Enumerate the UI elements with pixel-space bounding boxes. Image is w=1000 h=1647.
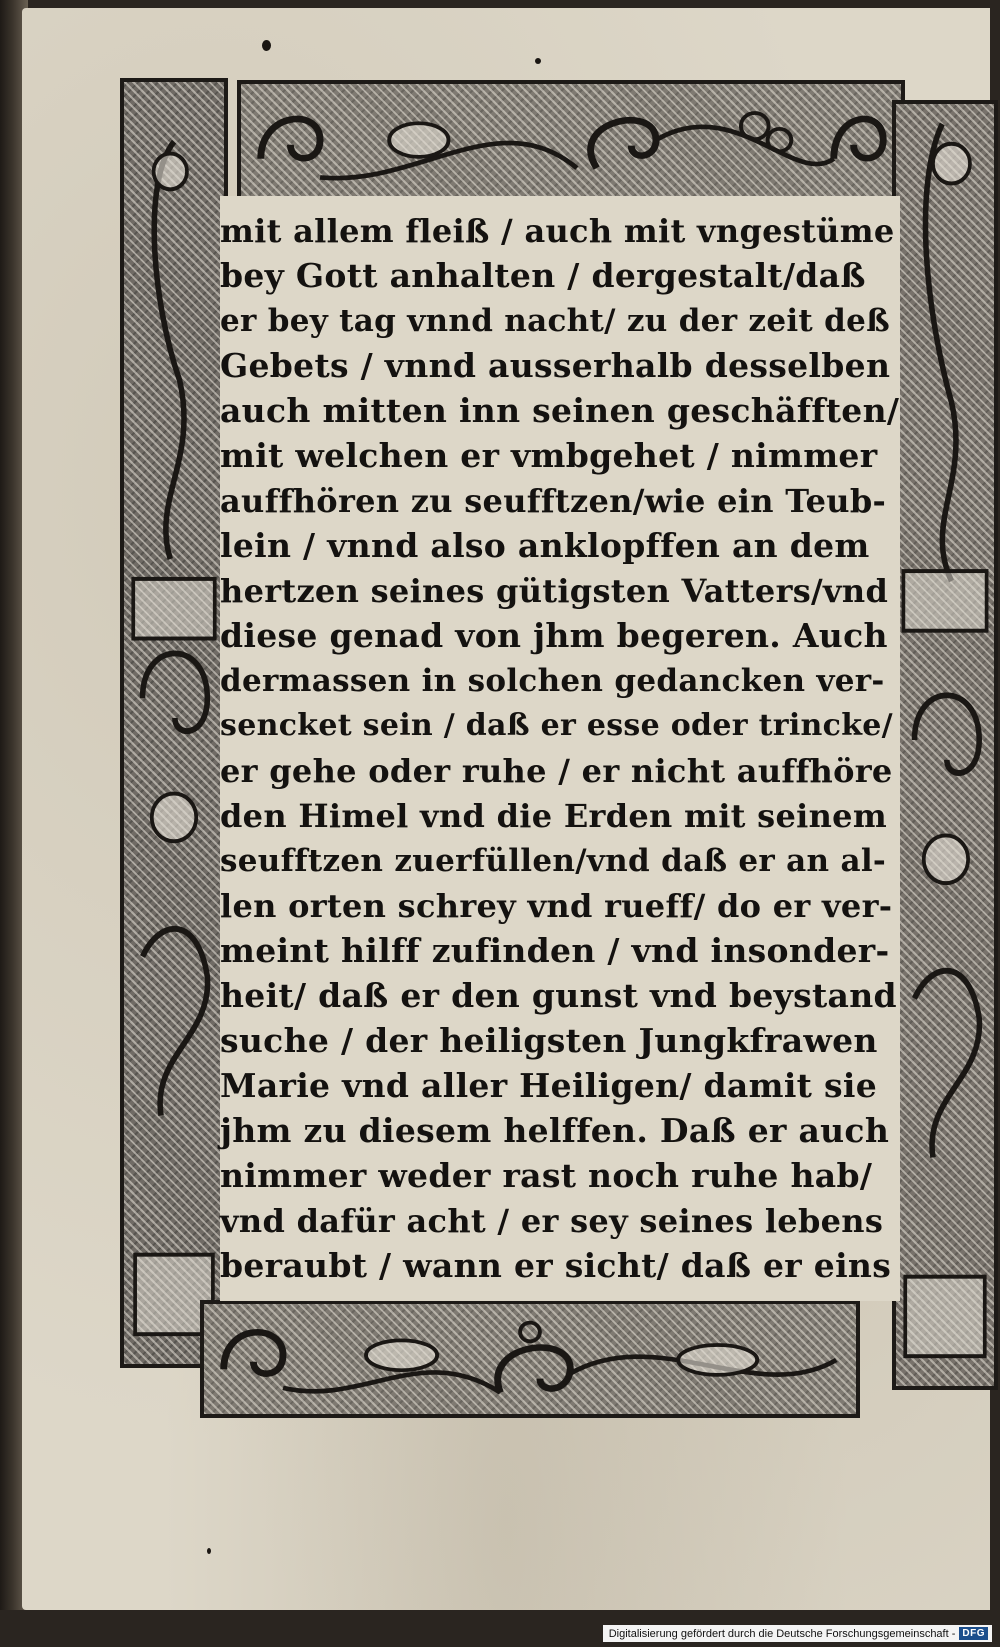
text-line: Gebets / vnnd ausserhalb desselben bbox=[220, 346, 891, 385]
digitization-credit bbox=[603, 1625, 992, 1642]
ink-spot bbox=[535, 58, 541, 64]
woodcut-border-bottom bbox=[200, 1300, 860, 1418]
text-line: auch mitten inn seinen geschäfften/ bbox=[220, 391, 900, 430]
text-line: seufftzen zuerfüllen/vnd daß er an al- bbox=[220, 843, 887, 879]
credit-text: Digitalisierung gefördert durch die Deutsche Forschungsgemeinschaft - bbox=[608, 1627, 956, 1640]
footer-bar bbox=[0, 1623, 1000, 1647]
text-line: beraubt / wann er sicht/ daß er eins bbox=[220, 1246, 892, 1285]
ink-spot bbox=[207, 1548, 211, 1554]
text-line: mit welchen er vmbgehet / nimmer bbox=[220, 436, 878, 475]
text-line: dermassen in solchen gedancken ver- bbox=[220, 663, 885, 699]
text-block bbox=[220, 196, 900, 1301]
dfg-logo-icon: DFG bbox=[959, 1627, 988, 1640]
text-line: suche / der heiligsten Jungkfrawen bbox=[220, 1021, 878, 1060]
text-line: meint hilff zufinden / vnd insonder- bbox=[220, 931, 890, 970]
text-line: heit/ daß er den gunst vnd beystand bbox=[220, 976, 897, 1015]
text-line: mit allem fleiß / auch mit vngestüme bbox=[220, 212, 895, 250]
text-line: len orten schrey vnd rueff/ do er ver- bbox=[220, 887, 893, 925]
woodcut-border-top bbox=[237, 80, 905, 202]
text-line: den Himel vnd die Erden mit seinem bbox=[220, 797, 887, 835]
ink-spot bbox=[262, 40, 271, 51]
text-line: lein / vnnd also anklopffen an dem bbox=[220, 526, 870, 565]
text-line: bey Gott anhalten / dergestalt/daß bbox=[220, 256, 866, 295]
text-line: er gehe oder ruhe / er nicht auffhöre bbox=[220, 752, 893, 790]
text-line: vnd dafür acht / er sey seines lebens bbox=[220, 1202, 884, 1240]
text-line: jhm zu diesem helffen. Daß er auch bbox=[220, 1111, 890, 1150]
text-line: sencket sein / daß er esse oder trincke/ bbox=[220, 708, 893, 743]
text-line: Marie vnd aller Heiligen/ damit sie bbox=[220, 1066, 878, 1105]
woodcut-border-left bbox=[120, 78, 228, 1368]
text-line: hertzen seines gütigsten Vatters/vnd bbox=[220, 572, 889, 610]
text-line: auffhören zu seufftzen/wie ein Teub- bbox=[220, 482, 887, 520]
text-line: nimmer weder rast noch ruhe hab/ bbox=[220, 1156, 873, 1195]
text-line: diese genad von jhm begeren. Auch bbox=[220, 616, 888, 655]
text-line: er bey tag vnnd nacht/ zu der zeit deß bbox=[220, 303, 890, 339]
woodcut-border-right bbox=[892, 100, 998, 1390]
